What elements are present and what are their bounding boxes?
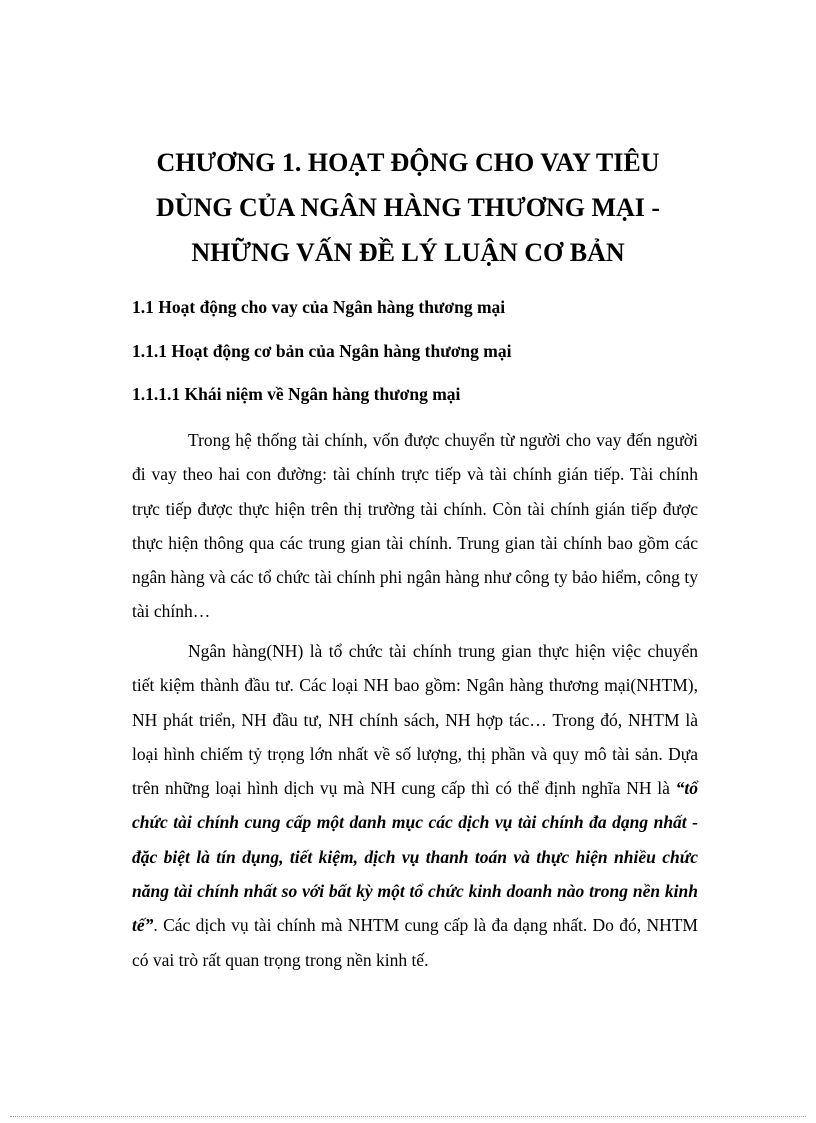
page-bottom-divider (10, 1116, 806, 1117)
section-heading-1-1: 1.1 Hoạt động cho vay của Ngân hàng thương mại (132, 297, 506, 317)
paragraph-bank-definition (132, 634, 698, 977)
chapter-title: CHƯƠNG 1. HOẠT ĐỘNG CHO VAY TIÊU DÙNG CỦA NGÂN HÀNG THƯƠNG MẠI - NHỮNG VẤN ĐỀ LÝ LUẬN CƠ BẢN (155, 148, 661, 267)
paragraph-text: Trong hệ thống tài chính, vốn được chuyển từ người cho vay đến người đi vay theo hai con đường: tài chính trực tiếp và tài chính gián tiếp. Tài chính trực tiếp được thực hiện trên thị trường tài chính. Còn tài chính gián tiếp được thực hiện thông qua các trung gian tài chính. Trung gian tài chính bao gồm các ngân hàng và các tổ chức tài chính phi ngân hàng như công ty bảo hiểm, công ty tài chính… (132, 430, 698, 622)
paragraph-tail-text: . Các dịch vụ tài chính mà NHTM cung cấp là đa dạng nhất. Do đó, NHTM có vai trò rất quan trọng trong nền kinh tế. (132, 915, 698, 970)
paragraph-financial-system (132, 423, 698, 629)
section-heading-1-1-1-1: 1.1.1.1 Khái niệm về Ngân hàng thương mại (132, 384, 461, 404)
section-heading-1-1-1: 1.1.1 Hoạt động cơ bản của Ngân hàng thương mại (132, 341, 512, 361)
definition-quote: “tổ chức tài chính cung cấp một danh mục các dịch vụ tài chính đa dạng nhất - đặc biệt là tín dụng, tiết kiệm, dịch vụ thanh toán và thực hiện nhiều chức năng tài chính nhất so với bất kỳ một tổ chức kinh doanh nào trong nền kinh tế” (132, 778, 698, 936)
paragraph-lead-text: Ngân hàng(NH) là tổ chức tài chính trung gian thực hiện việc chuyển tiết kiệm thành đầu tư. Các loại NH bao gồm: Ngân hàng thương mại(NHTM), NH phát triển, NH đầu tư, NH chính sách, NH hợp tác… Trong đó, NHTM là loại hình chiếm tỷ trọng lớn nhất về số lượng, thị phần và quy mô tài sản. Dựa trên những loại hình dịch vụ mà NH cung cấp thì có thể định nghĩa NH là (132, 641, 698, 799)
